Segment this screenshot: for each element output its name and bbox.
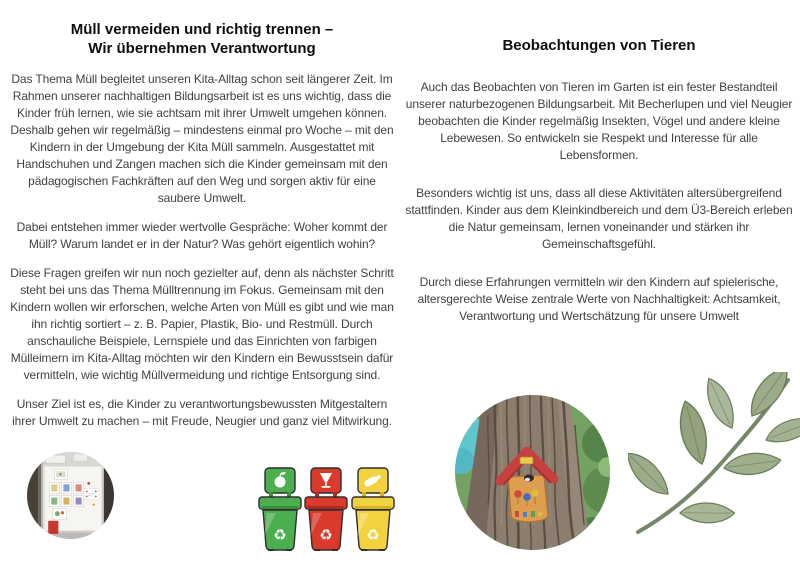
left-title-line-1: Müll vermeiden und richtig trennen – <box>70 21 334 38</box>
green-bio-bin-icon <box>259 468 301 551</box>
tree-photo-content <box>455 395 610 550</box>
right-paragraph-3: Durch diese Erfahrungen vermitteln wir den Kindern auf spielerische, altersgerechte Weise zentrale Werte von Nachhaltigkeit: Achtsamkeit, Verantwortung und Wertschätzung für unsere Umwelt <box>417 275 781 323</box>
wall-photo-content <box>27 452 114 539</box>
recycle-symbol-icon: ♻ <box>273 526 287 544</box>
section-tierbeobachtung <box>402 36 796 346</box>
tree-birdhouse-photo <box>455 395 610 550</box>
right-paragraph-2: Besonders wichtig ist uns, dass all diese Aktivitäten altersübergreifend stattfinden. Kinder aus dem Kleinkindbereich und dem Ü3-Bereich erleben die Natur gemeinsam, lernen voneinander und stärken ihr Gemeinschaftsgefühl. <box>405 186 793 251</box>
left-paragraph-1: Das Thema Müll begleitet unseren Kita-Alltag schon seit längerer Zeit. Im Rahmen unserer nachhaltigen Bildungsarbeit ist es uns wichtig, dass die Kinder früh lernen, wie sie achtsam mit ihrer Umwelt umgehen können. Deshalb gehen wir regelmäßig – mindestens einmal pro Woche – mit den Kindern in der Umgebung der Kita Müll sammeln. Ausgestattet mit Handschuhen und Zangen machen sich die Kinder gemeinsam mit den pädagogischen Fachkräften auf den Weg und sorgen aktiv für eine saubere Umwelt. <box>10 72 394 205</box>
recycle-symbol-icon: ♻ <box>366 526 380 544</box>
left-paragraph-4: Unser Ziel ist es, die Kinder zu verantwortungsbewussten Mitgestaltern ihrer Umwelt zu machen – mit Freude, Neugier und ganz viel Mitwirkung. <box>12 397 392 428</box>
right-paragraph-1: Auch das Beobachten von Tieren im Garten ist ein fester Bestandteil unserer naturbezogenen Bildungsarbeit. Mit Becherlupen und viel Neugier beobachten die Kinder regelmäßig Insekten, Vögel und andere kleine Lebewesen. So entwickeln sie Respekt und Interesse für alle Lebensformen. <box>405 80 793 162</box>
leaf-branch-illustration <box>628 372 800 544</box>
right-section-title: Beobachtungen von Tieren <box>502 37 696 54</box>
section-muelltrennung <box>6 20 398 442</box>
left-paragraph-3: Diese Fragen greifen wir nun noch gezielter auf, denn als nächster Schritt steht bei uns das Thema Mülltrennung im Fokus. Gemeinsam mit den Kindern wollen wir erforschen, welche Arten von Müll es gibt und wie man ihn richtig sortiert – z. B. Papier, Plastik, Bio- und Restmüll. Durch anschauliche Beispiele, Lernspiele und das Einrichten von farbigen Mülleimern im Kita-Alltag möchten wir den Kindern ein Bewusstsein dafür vermitteln, wie wichtig Müllvermeidung und richtige Entsorgung sind. <box>10 266 394 382</box>
leaf <box>739 372 799 416</box>
leaf <box>704 379 736 429</box>
left-paragraph-2: Dabei entstehen immer wieder wertvolle Gespräche: Woher kommt der Müll? Warum landet er in der Natur? Was gehört eigentlich wohin? <box>16 220 388 251</box>
leaf <box>628 446 668 501</box>
recycling-bins-illustration <box>257 467 396 551</box>
left-section-title <box>6 20 398 58</box>
red-glass-bin-icon <box>305 468 347 551</box>
recycle-symbol-icon: ♻ <box>319 526 333 544</box>
yellow-plastic-bin-icon <box>352 468 394 551</box>
left-title-line-2: Wir übernehmen Verantwortung <box>88 40 316 57</box>
leaf <box>670 401 717 464</box>
wall-photo-image <box>27 452 114 539</box>
leaf <box>766 414 800 447</box>
